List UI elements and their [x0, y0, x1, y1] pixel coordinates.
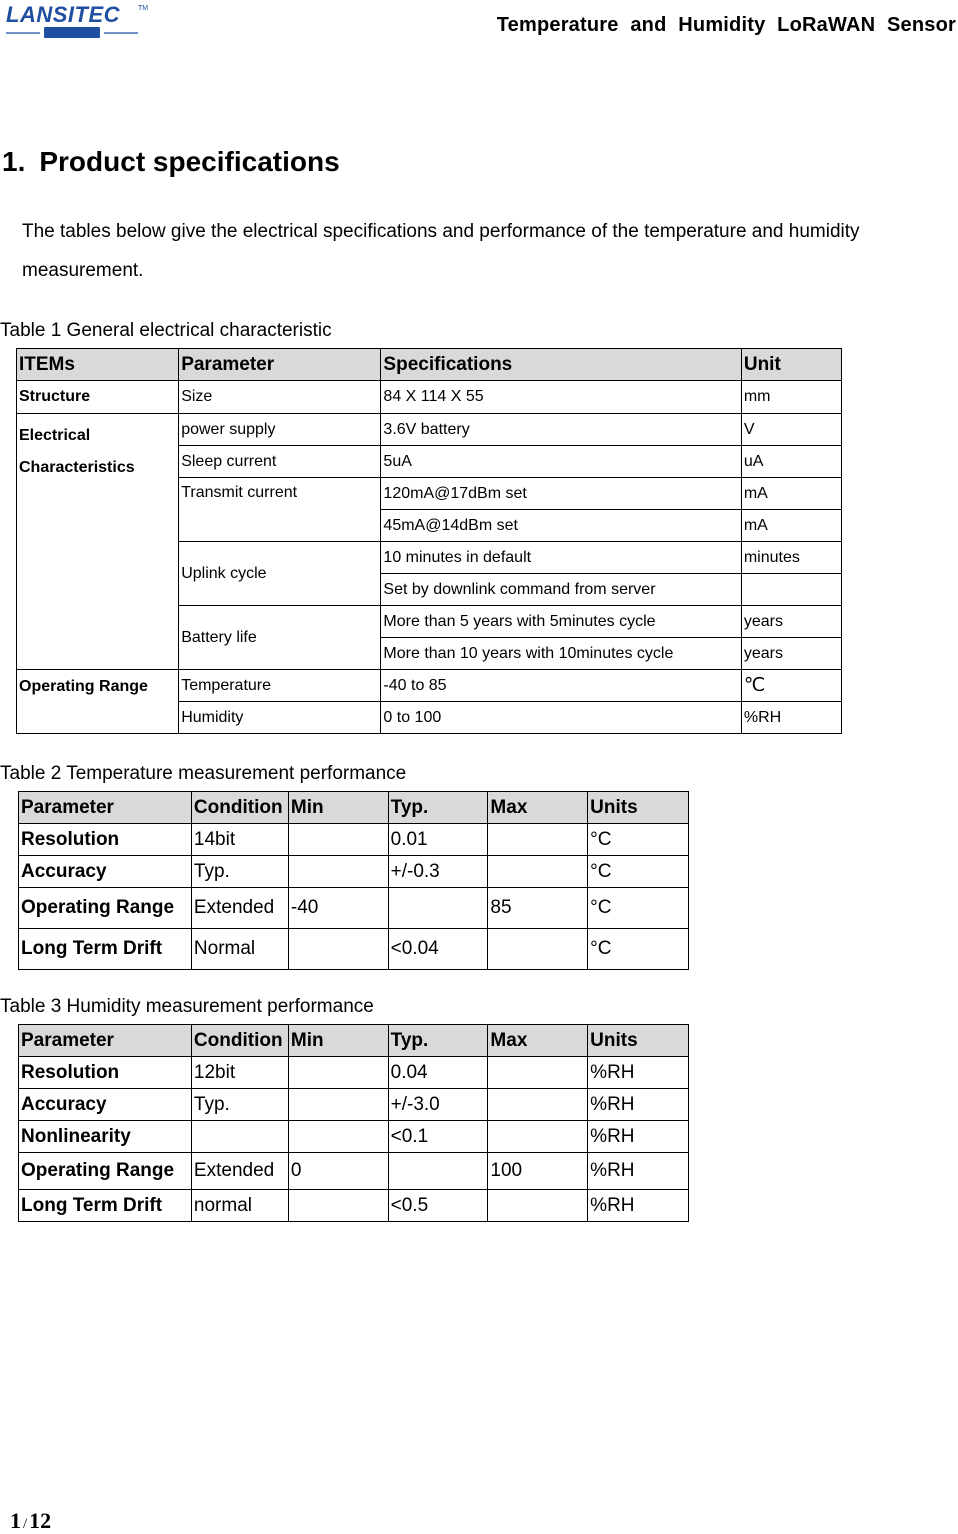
min-cell: -40	[288, 888, 388, 929]
min-cell: 0	[288, 1153, 388, 1190]
table-row	[17, 381, 842, 414]
condition-cell	[191, 1121, 288, 1153]
max-cell: 85	[488, 888, 588, 929]
typ-cell	[388, 1153, 488, 1190]
param-cell: Nonlinearity	[19, 1121, 192, 1153]
max-cell	[488, 1121, 588, 1153]
table-row	[17, 670, 842, 702]
humidity-performance-table	[18, 1024, 689, 1222]
unit-cell	[741, 574, 841, 606]
total-pages: 12	[29, 1508, 52, 1533]
param-cell: power supply	[179, 414, 381, 446]
section-number: 1.	[2, 146, 26, 177]
unit-cell: uA	[741, 446, 841, 478]
param-cell: Operating Range	[19, 1153, 192, 1190]
table-header-row	[17, 349, 842, 381]
table-header-row	[19, 792, 689, 824]
table-row	[19, 1089, 689, 1121]
table-row	[19, 824, 689, 856]
param-cell: Uplink cycle	[179, 542, 381, 606]
max-cell: 100	[488, 1153, 588, 1190]
condition-cell: 12bit	[191, 1057, 288, 1089]
lansitec-logo	[4, 2, 154, 42]
typ-cell: 0.01	[388, 824, 488, 856]
min-cell	[288, 1089, 388, 1121]
condition-cell: Typ.	[191, 856, 288, 888]
header-cell: Specifications	[381, 349, 741, 381]
units-cell: °C	[588, 856, 689, 888]
unit-cell: minutes	[741, 542, 841, 574]
units-cell: °C	[588, 824, 689, 856]
header-cell: Parameter	[19, 1025, 192, 1057]
table3-caption: Table 3 Humidity measurement performance	[0, 996, 374, 1017]
spec-cell: More than 5 years with 5minutes cycle	[381, 606, 741, 638]
header-cell: Condition	[191, 1025, 288, 1057]
header-cell: Parameter	[179, 349, 381, 381]
spec-cell: 0 to 100	[381, 702, 741, 734]
spec-cell: 120mA@17dBm set	[381, 478, 741, 510]
document-header-title: Temperature and Humidity LoRaWAN Sensor	[496, 14, 956, 36]
min-cell	[288, 1057, 388, 1089]
spec-cell: Set by downlink command from server	[381, 574, 741, 606]
typ-cell: +/-0.3	[388, 856, 488, 888]
param-cell: Operating Range	[19, 888, 192, 929]
table-row	[17, 414, 842, 446]
page-number: 1 /12	[10, 1508, 52, 1533]
unit-cell: ℃	[741, 670, 841, 702]
param-cell: Resolution	[19, 824, 192, 856]
min-cell	[288, 856, 388, 888]
table-row	[19, 1057, 689, 1089]
spec-cell: 84 X 114 X 55	[381, 381, 741, 414]
header-cell: Max	[488, 1025, 588, 1057]
condition-cell: Normal	[191, 929, 288, 970]
table-header-row	[19, 1025, 689, 1057]
table-row	[19, 1153, 689, 1190]
min-cell	[288, 824, 388, 856]
condition-cell: Extended	[191, 888, 288, 929]
table-row	[19, 1121, 689, 1153]
unit-cell: years	[741, 638, 841, 670]
header-cell: Typ.	[388, 792, 488, 824]
header-cell: Units	[588, 792, 689, 824]
max-cell	[488, 824, 588, 856]
max-cell	[488, 1089, 588, 1121]
unit-cell: mA	[741, 510, 841, 542]
max-cell	[488, 856, 588, 888]
table-row	[19, 856, 689, 888]
header-cell: Min	[288, 792, 388, 824]
unit-cell: mA	[741, 478, 841, 510]
svg-text:TM: TM	[138, 5, 149, 12]
param-cell: Accuracy	[19, 856, 192, 888]
typ-cell	[388, 888, 488, 929]
table-row	[19, 888, 689, 929]
table-row	[19, 929, 689, 970]
unit-cell: %RH	[741, 702, 841, 734]
units-cell: %RH	[588, 1190, 689, 1222]
spec-cell: 10 minutes in default	[381, 542, 741, 574]
spec-cell: 5uA	[381, 446, 741, 478]
condition-cell: Extended	[191, 1153, 288, 1190]
units-cell: %RH	[588, 1121, 689, 1153]
section-heading	[2, 146, 340, 178]
header-cell: Typ.	[388, 1025, 488, 1057]
param-cell: Long Term Drift	[19, 1190, 192, 1222]
intro-paragraph: The tables below give the electrical specifications and performance of the temperature and humidity measurement.	[22, 221, 860, 281]
condition-cell: normal	[191, 1190, 288, 1222]
max-cell	[488, 929, 588, 970]
param-cell: Transmit current	[179, 478, 381, 542]
spec-cell: -40 to 85	[381, 670, 741, 702]
typ-cell: <0.1	[388, 1121, 488, 1153]
param-cell: Resolution	[19, 1057, 192, 1089]
units-cell: %RH	[588, 1089, 689, 1121]
header-cell: Max	[488, 792, 588, 824]
spec-cell: More than 10 years with 10minutes cycle	[381, 638, 741, 670]
max-cell	[488, 1057, 588, 1089]
header-cell: Condition	[191, 792, 288, 824]
unit-cell: years	[741, 606, 841, 638]
units-cell: %RH	[588, 1153, 689, 1190]
item-cell: Structure	[17, 381, 179, 414]
header-cell: Min	[288, 1025, 388, 1057]
param-cell: Sleep current	[179, 446, 381, 478]
general-electrical-table	[16, 348, 842, 734]
temperature-performance-table	[18, 791, 689, 970]
table-row	[19, 1190, 689, 1222]
min-cell	[288, 1190, 388, 1222]
item-cell: Operating Range	[17, 670, 179, 734]
min-cell	[288, 1121, 388, 1153]
table2-caption: Table 2 Temperature measurement performance	[0, 763, 407, 784]
param-cell: Accuracy	[19, 1089, 192, 1121]
unit-cell: mm	[741, 381, 841, 414]
spec-cell: 45mA@14dBm set	[381, 510, 741, 542]
param-cell: Size	[179, 381, 381, 414]
param-cell: Temperature	[179, 670, 381, 702]
min-cell	[288, 929, 388, 970]
units-cell: °C	[588, 888, 689, 929]
header-cell: Units	[588, 1025, 689, 1057]
typ-cell: 0.04	[388, 1057, 488, 1089]
typ-cell: <0.5	[388, 1190, 488, 1222]
table1-caption: Table 1 General electrical characteristic	[0, 320, 332, 341]
svg-text:LANSITEC: LANSITEC	[6, 2, 120, 27]
units-cell: %RH	[588, 1057, 689, 1089]
units-cell: °C	[588, 929, 689, 970]
condition-cell: Typ.	[191, 1089, 288, 1121]
header-cell: ITEMs	[17, 349, 179, 381]
header-cell: Unit	[741, 349, 841, 381]
param-cell: Humidity	[179, 702, 381, 734]
header-cell: Parameter	[19, 792, 192, 824]
typ-cell: +/-3.0	[388, 1089, 488, 1121]
condition-cell: 14bit	[191, 824, 288, 856]
unit-cell: V	[741, 414, 841, 446]
param-cell: Long Term Drift	[19, 929, 192, 970]
spec-cell: 3.6V battery	[381, 414, 741, 446]
current-page: 1	[10, 1508, 21, 1533]
max-cell	[488, 1190, 588, 1222]
section-title: Product specifications	[39, 146, 340, 177]
typ-cell: <0.04	[388, 929, 488, 970]
item-cell: Electrical Characteristics	[17, 414, 179, 670]
param-cell: Battery life	[179, 606, 381, 670]
